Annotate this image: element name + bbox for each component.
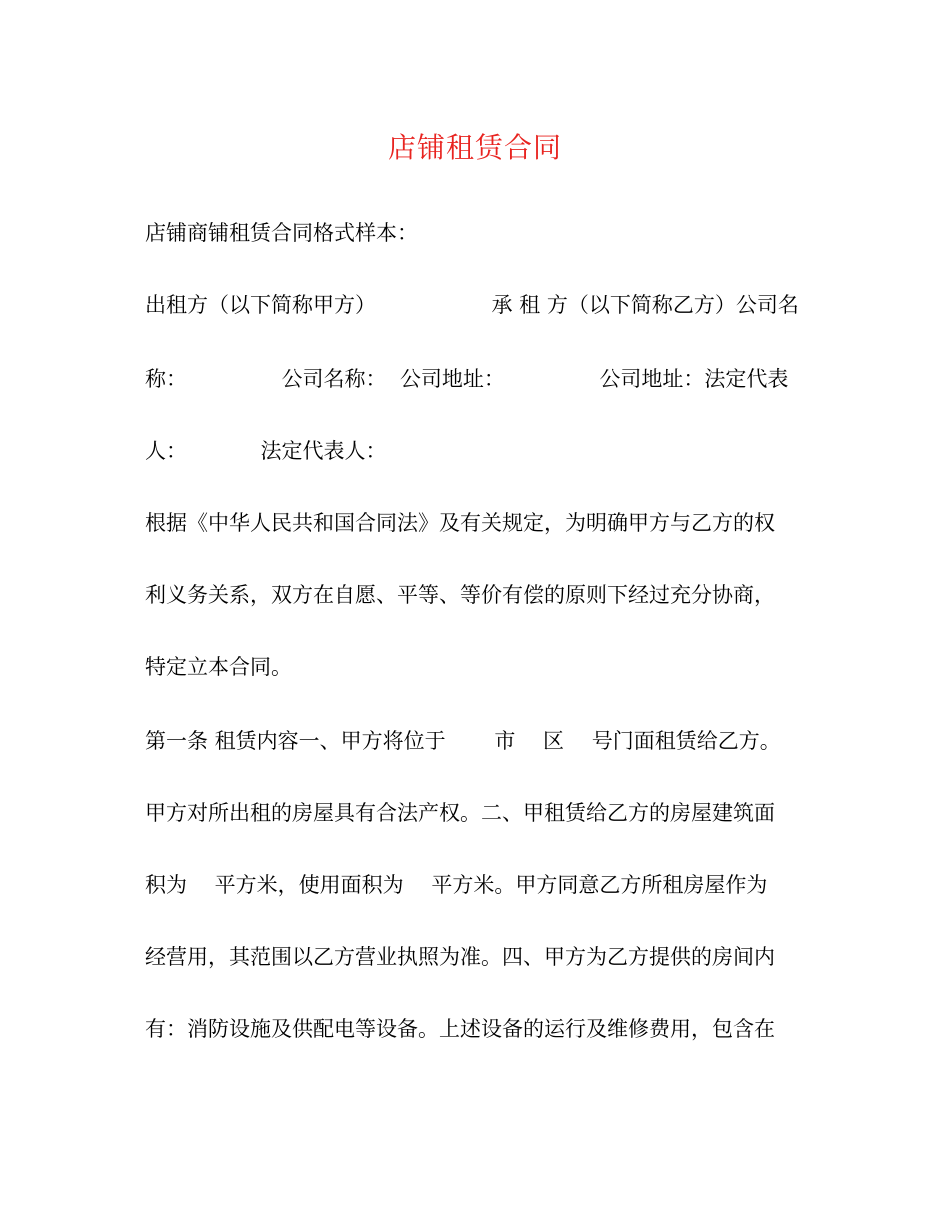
paragraph-line: 人： 法定代表人： [145,439,387,463]
paragraph-line: 有：消防设施及供配电等设备。上述设备的运行及维修费用，包含在 [145,1017,775,1041]
paragraph-line: 称： 公司名称： 公司地址： 公司地址：法定代表 [145,367,789,391]
paragraph-line: 店铺商铺租赁合同格式样本： [145,221,418,245]
document-title: 店铺租赁合同 [387,131,562,164]
paragraph-line: 出租方（以下简称甲方） 承 租 方（以下简称乙方）公司名 [145,293,799,317]
paragraph-line: 特定立本合同。 [145,655,292,679]
paragraph-line: 积为 平方米，使用面积为 平方米。甲方同意乙方所租房屋作为 [145,873,768,897]
paragraph-line: 根据《中华人民共和国合同法》及有关规定，为明确甲方与乙方的权 [145,511,775,535]
paragraph-line: 利义务关系，双方在自愿、平等、等价有偿的原则下经过充分协商， [145,583,775,607]
paragraph-line: 经营用，其范围以乙方营业执照为准。四、甲方为乙方提供的房间内 [145,945,775,969]
paragraph-line: 第一条 租赁内容一、甲方将位于 市 区 号门面租赁给乙方。 [145,729,781,753]
paragraph-line: 甲方对所出租的房屋具有合法产权。二、甲租赁给乙方的房屋建筑面 [145,801,775,825]
